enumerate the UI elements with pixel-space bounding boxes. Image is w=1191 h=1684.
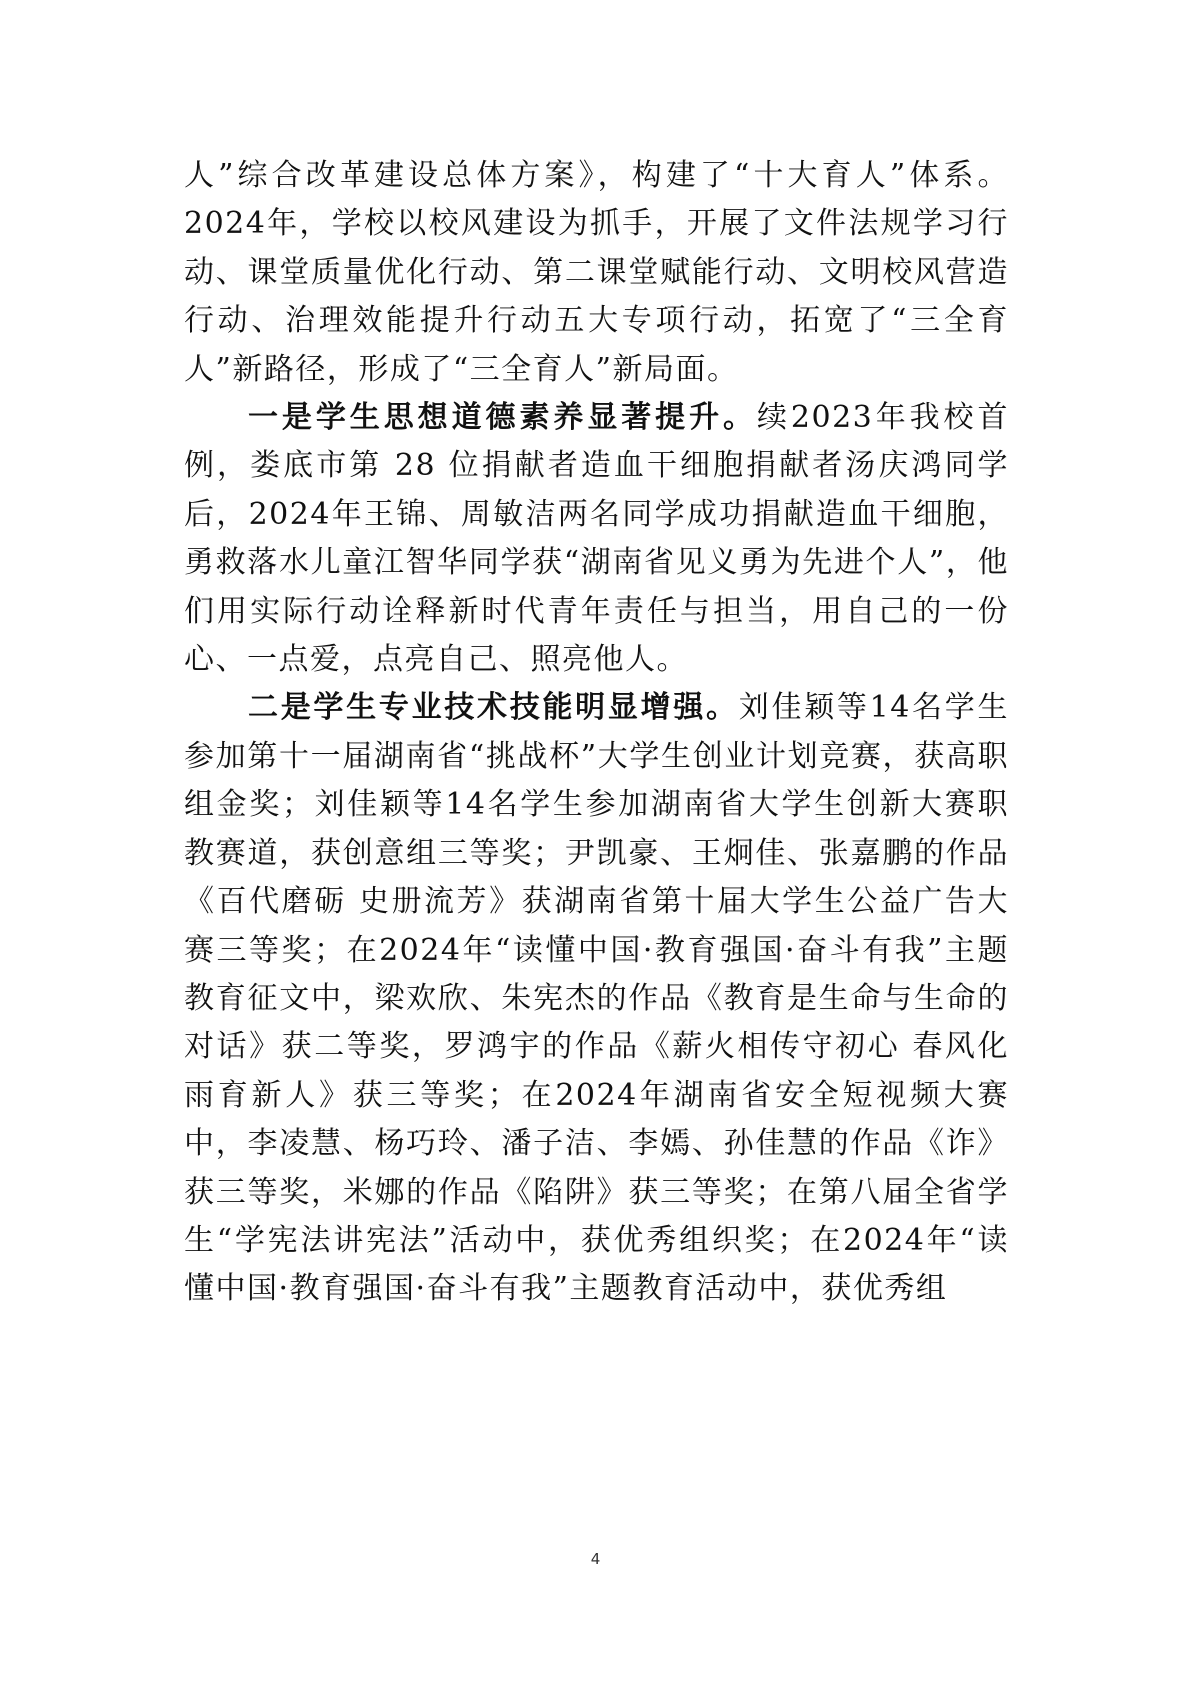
paragraph-text: 刘佳颖等14名学生参加第十一届湖南省“挑战杯”大学生创业计划竞赛，获高职组金奖；刘佳颖等14名学生参加湖南省大学生创新大赛职教赛道，获创意组三等奖；尹凯豪、王炯佳、张嘉鹏的作品《百代磨砺 史册流芳》获湖南省第十届大学生公益广告大赛三等奖；在2024年“读懂中国·教育强国·奋斗有我”主题教育征文中，梁欢欣、朱宪杰的作品《教育是生命与生命的对话》获二等奖，罗鸿宇的作品《薪火相传守初心 春风化雨育新人》获三等奖；在2024年湖南省安全短视频大赛中，李凌慧、杨巧玲、潘子洁、李嫣、孙佳慧的作品《诈》获三等奖，米娜的作品《陷阱》获三等奖；在第八届全省学生“学宪法讲宪法”活动中，获优秀组织奖；在2024年“读懂中国·教育强国·奋斗有我”主题教育活动中，获优秀组 [184, 690, 1009, 1307]
paragraph-text: 人”综合改革建设总体方案》，构建了“十大育人”体系。2024年，学校以校风建设为抓手，开展了文件法规学习行动、课堂质量优化行动、第二课堂赋能行动、文明校风营造行动、治理效能提升行动五大专项行动，拓宽了“三全育人”新路径，形成了“三全育人”新局面。 [184, 158, 1009, 387]
paragraph-moral-quality [184, 394, 1009, 684]
body-text [184, 152, 1009, 1314]
paragraph-intro [184, 152, 1009, 394]
paragraph-lead: 一是学生思想道德素养显著提升。 [248, 400, 757, 436]
paragraph-skills [184, 684, 1009, 1313]
paragraph-lead: 二是学生专业技术技能明显增强。 [248, 690, 739, 726]
paragraph-text: 续2023年我校首例，娄底市第 28 位捐献者造血干细胞捐献者汤庆鸿同学后，2024年王锦、周敏洁两名同学成功捐献造血干细胞，勇救落水儿童江智华同学获“湖南省见义勇为先进个人”，他们用实际行动诠释新时代青年责任与担当，用自己的一份心、一点爱，点亮自己、照亮他人。 [184, 400, 1009, 678]
page-number: 4 [590, 1550, 601, 1568]
